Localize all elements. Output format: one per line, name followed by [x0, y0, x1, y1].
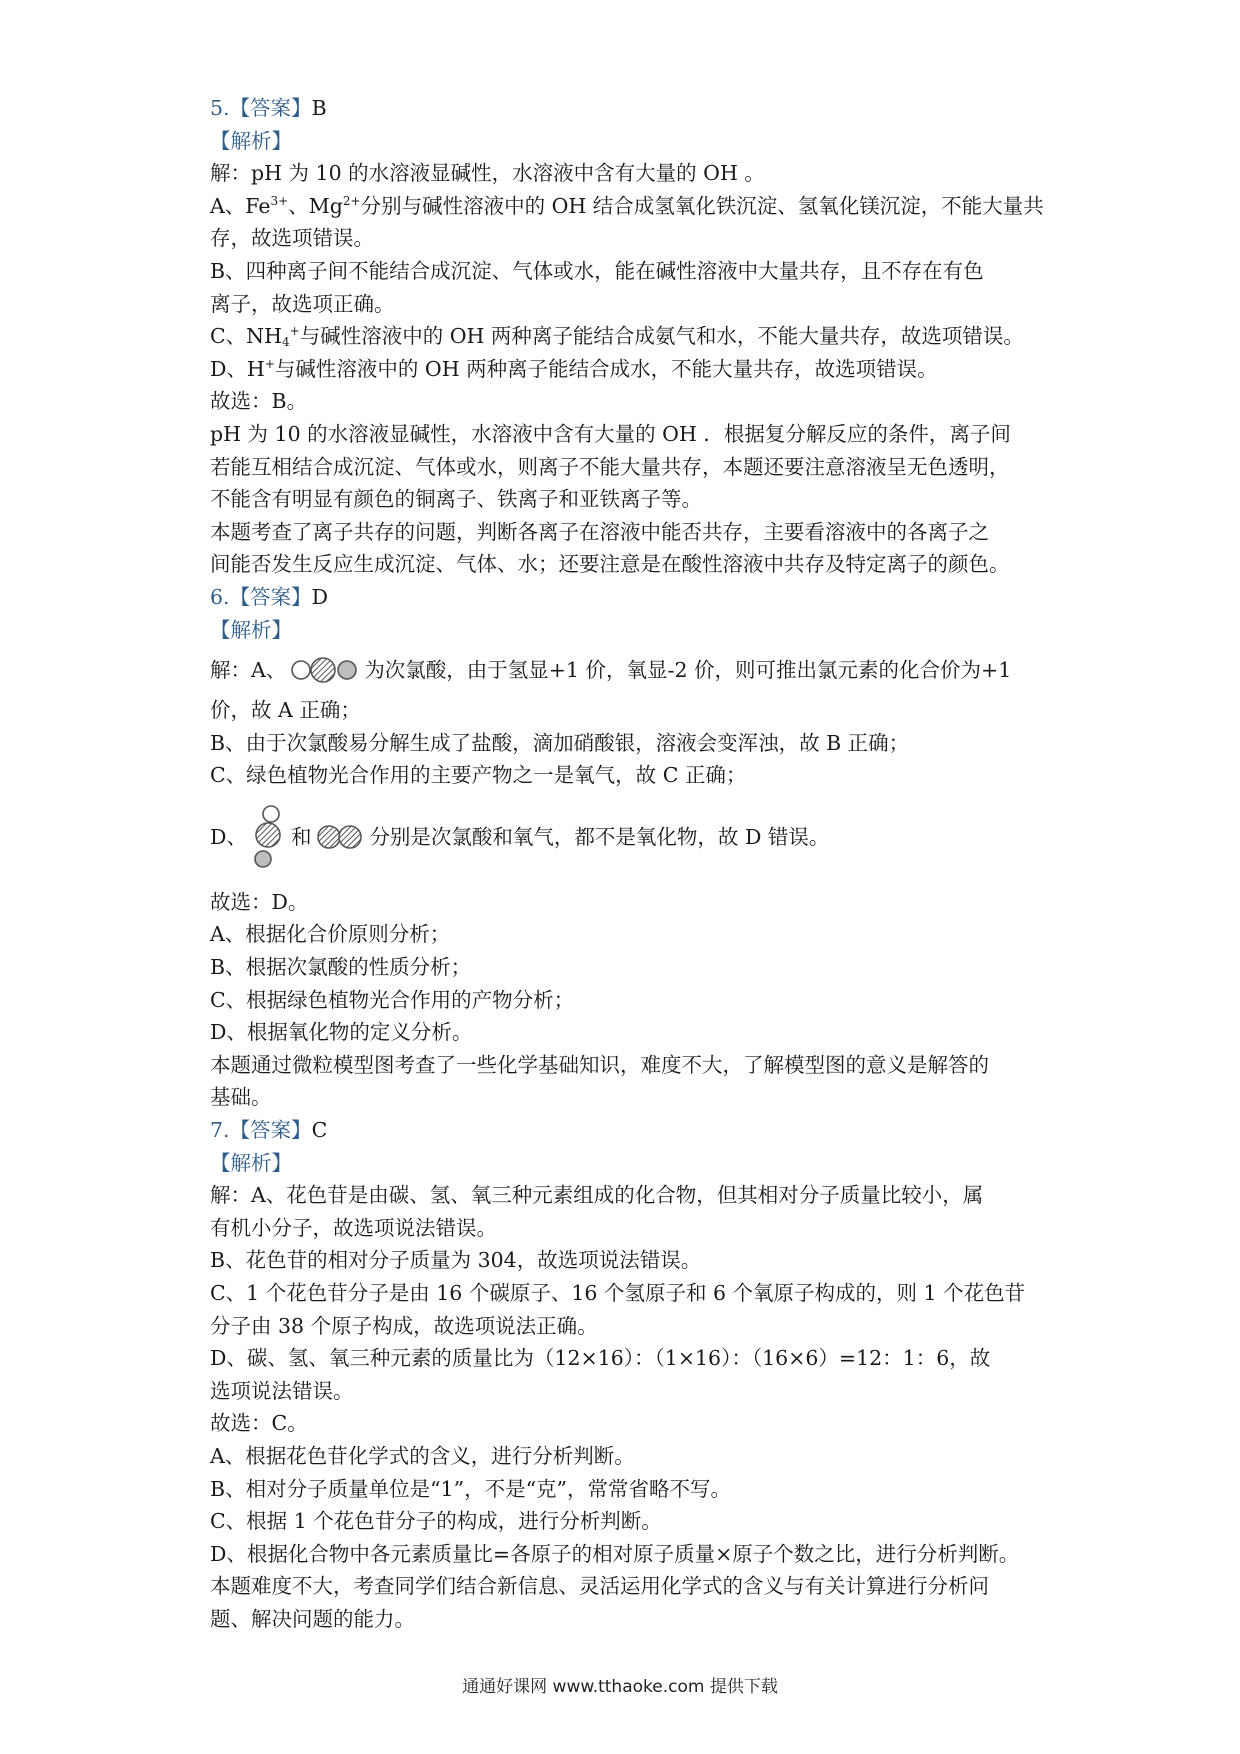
q6-summary-1: 本题通过微粒模型图考查了一些化学基础知识，难度不大，了解模型图的意义是解答的	[210, 1052, 989, 1077]
q5-option-a	[210, 190, 1044, 223]
q7-option-c: C、1 个花色苷分子是由 16 个碳原子、16 个氢原子和 6 个氧原子构成的，则 1 个花色苷	[210, 1281, 1026, 1305]
hypochlorous-acid-vertical-molecule-icon	[251, 804, 287, 870]
q7-summary-1: 本题难度不大，考查同学们结合新信息、灵活运用化学式的含义与有关计算进行分析问	[210, 1574, 989, 1599]
q5-analysis-label: 【解析】	[210, 128, 292, 153]
q6-analysis-label: 【解析】	[210, 617, 292, 642]
q6-hint-a: A、根据化合价原则分析；	[210, 922, 451, 947]
q5-summary-1: 本题考查了离子共存的问题，判断各离子在溶液中能否共存，主要看溶液中的各离子之	[210, 519, 989, 544]
q7-number: 7.	[210, 1118, 230, 1143]
q6-option-d-prefix: D、	[210, 824, 247, 849]
q7-option-a-cont: 有机小分子，故选项说法错误。	[210, 1215, 497, 1240]
q6-option-a-prefix: 解：A、	[210, 657, 287, 682]
q6-option-a	[210, 646, 1040, 694]
q7-answer-heading	[210, 1114, 1040, 1147]
q7-option-c-cont: 分子由 38 个原子构成，故选项说法正确。	[210, 1313, 598, 1338]
q6-hint-b: B、根据次氯酸的性质分析；	[210, 955, 472, 980]
q6-answer-heading	[210, 581, 1040, 614]
oxygen-molecule-icon	[315, 822, 365, 852]
q5-option-d	[210, 353, 1040, 386]
q5-answer-value: B	[311, 96, 327, 120]
nh4-subscript: 4	[282, 335, 290, 350]
q7-analysis-label: 【解析】	[210, 1150, 292, 1175]
q7-choice: 故选：C。	[210, 1411, 308, 1436]
q6-option-c: C、绿色植物光合作用的主要产物之一是氧气，故 C 正确；	[210, 763, 747, 788]
q5-answer-heading	[210, 92, 1040, 125]
q5-note-2: 若能互相结合成沉淀、气体或水，则离子不能大量共存，本题还要注意溶液呈无色透明，	[210, 454, 1010, 479]
q5-option-c-nh: C、NH	[210, 324, 283, 349]
mg-charge: 2+	[342, 193, 361, 208]
nh4-charge: +	[289, 324, 300, 339]
q5-option-b: B、四种离子间不能结合成沉淀、气体或水，能在碱性溶液中大量共存，且不存在有色	[210, 258, 984, 283]
q5-option-d-text: 与碱性溶液中的 OH 两种离子能结合成水，不能大量共存，故选项错误。	[274, 356, 938, 381]
q5-option-a-fe: A、Fe	[210, 193, 271, 218]
q6-number: 6.	[210, 584, 230, 609]
q5-note-3: 不能含有明显有颜色的铜离子、铁离子和亚铁离子等。	[210, 487, 702, 512]
document-body	[210, 92, 1044, 1636]
q7-option-d-cont: 选项说法错误。	[210, 1378, 354, 1403]
q5-solution-intro: 解：pH 为 10 的水溶液显碱性，水溶液中含有大量的 OH 。	[210, 161, 765, 186]
q6-option-d-and: 和	[290, 824, 312, 849]
q6-option-d-text: 分别是次氯酸和氧气，都不是氧化物，故 D 错误。	[369, 824, 830, 849]
q6-answer-label: 【答案】	[229, 584, 312, 609]
q7-hint-d: D、根据化合物中各元素质量比=各原子的相对原子质量×原子个数之比，进行分析判断。	[210, 1541, 1020, 1566]
q6-summary-2: 基础。	[210, 1085, 272, 1110]
q7-hint-a: A、根据花色苷化学式的含义，进行分析判断。	[210, 1443, 635, 1468]
q7-option-d: D、碳、氢、氧三种元素的质量比为（12×16）：（1×16）：（16×6）=12：1：6，故	[210, 1346, 991, 1371]
q5-note-1: pH 为 10 的水溶液显碱性，水溶液中含有大量的 OH ．根据复分解反应的条件，离子间	[210, 421, 1011, 446]
q7-hint-b: B、相对分子质量单位是“1”，不是“克”，常常省略不写。	[210, 1476, 732, 1501]
q6-hint-c: C、根据绿色植物光合作用的产物分析；	[210, 987, 575, 1012]
q7-answer-value: C	[311, 1118, 328, 1143]
q5-choice: 故选：B。	[210, 389, 308, 414]
q5-option-a-mg: 、Mg	[288, 193, 343, 218]
q6-hint-d: D、根据氧化物的定义分析。	[210, 1020, 473, 1045]
q5-answer-label: 【答案】	[229, 96, 312, 120]
q5-option-a-cont: 存，故选项错误。	[210, 226, 374, 251]
q6-choice: 故选：D。	[210, 889, 309, 914]
hypochlorous-acid-molecule-icon	[290, 655, 360, 685]
page-footer: 通通好课网 www.tthaoke.com 提供下载	[462, 1677, 778, 1697]
q5-option-c	[210, 320, 1040, 353]
q7-option-b: B、花色苷的相对分子质量为 304，故选项说法错误。	[210, 1248, 702, 1273]
q5-option-a-text: 分别与碱性溶液中的 OH 结合成氢氧化铁沉淀、氢氧化镁沉淀，不能大量共	[360, 193, 1044, 218]
q7-option-a: 解：A、花色苷是由碳、氢、氧三种元素组成的化合物，但其相对分子质量比较小，属	[210, 1183, 984, 1208]
q5-option-b-cont: 离子，故选项正确。	[210, 291, 395, 316]
q6-option-b: B、由于次氯酸易分解生成了盐酸，滴加硝酸银，溶液会变浑浊，故 B 正确；	[210, 730, 910, 755]
h-charge: +	[264, 356, 275, 371]
q7-answer-label: 【答案】	[229, 1118, 312, 1143]
q7-summary-2: 题、解决问题的能力。	[210, 1606, 415, 1631]
q5-option-c-text: 与碱性溶液中的 OH 两种离子能结合成氨气和水，不能大量共存，故选项错误。	[299, 324, 1024, 349]
q6-answer-value: D	[311, 584, 328, 609]
q5-summary-2: 间能否发生反应生成沉淀、气体、水；还要注意是在酸性溶液中共存及特定离子的颜色。	[210, 552, 1010, 577]
q6-option-a-cont: 价，故 A 正确；	[210, 698, 361, 723]
q6-option-d	[210, 796, 1040, 878]
q5-number: 5.	[210, 96, 230, 120]
fe-charge: 3+	[270, 193, 289, 208]
q6-option-a-text: 为次氯酸，由于氢显+1 价，氧显-2 价，则可推出氯元素的化合价为+1	[364, 657, 1012, 682]
q7-hint-c: C、根据 1 个花色苷分子的构成，进行分析判断。	[210, 1509, 662, 1534]
q5-option-d-h: D、H	[210, 356, 265, 381]
